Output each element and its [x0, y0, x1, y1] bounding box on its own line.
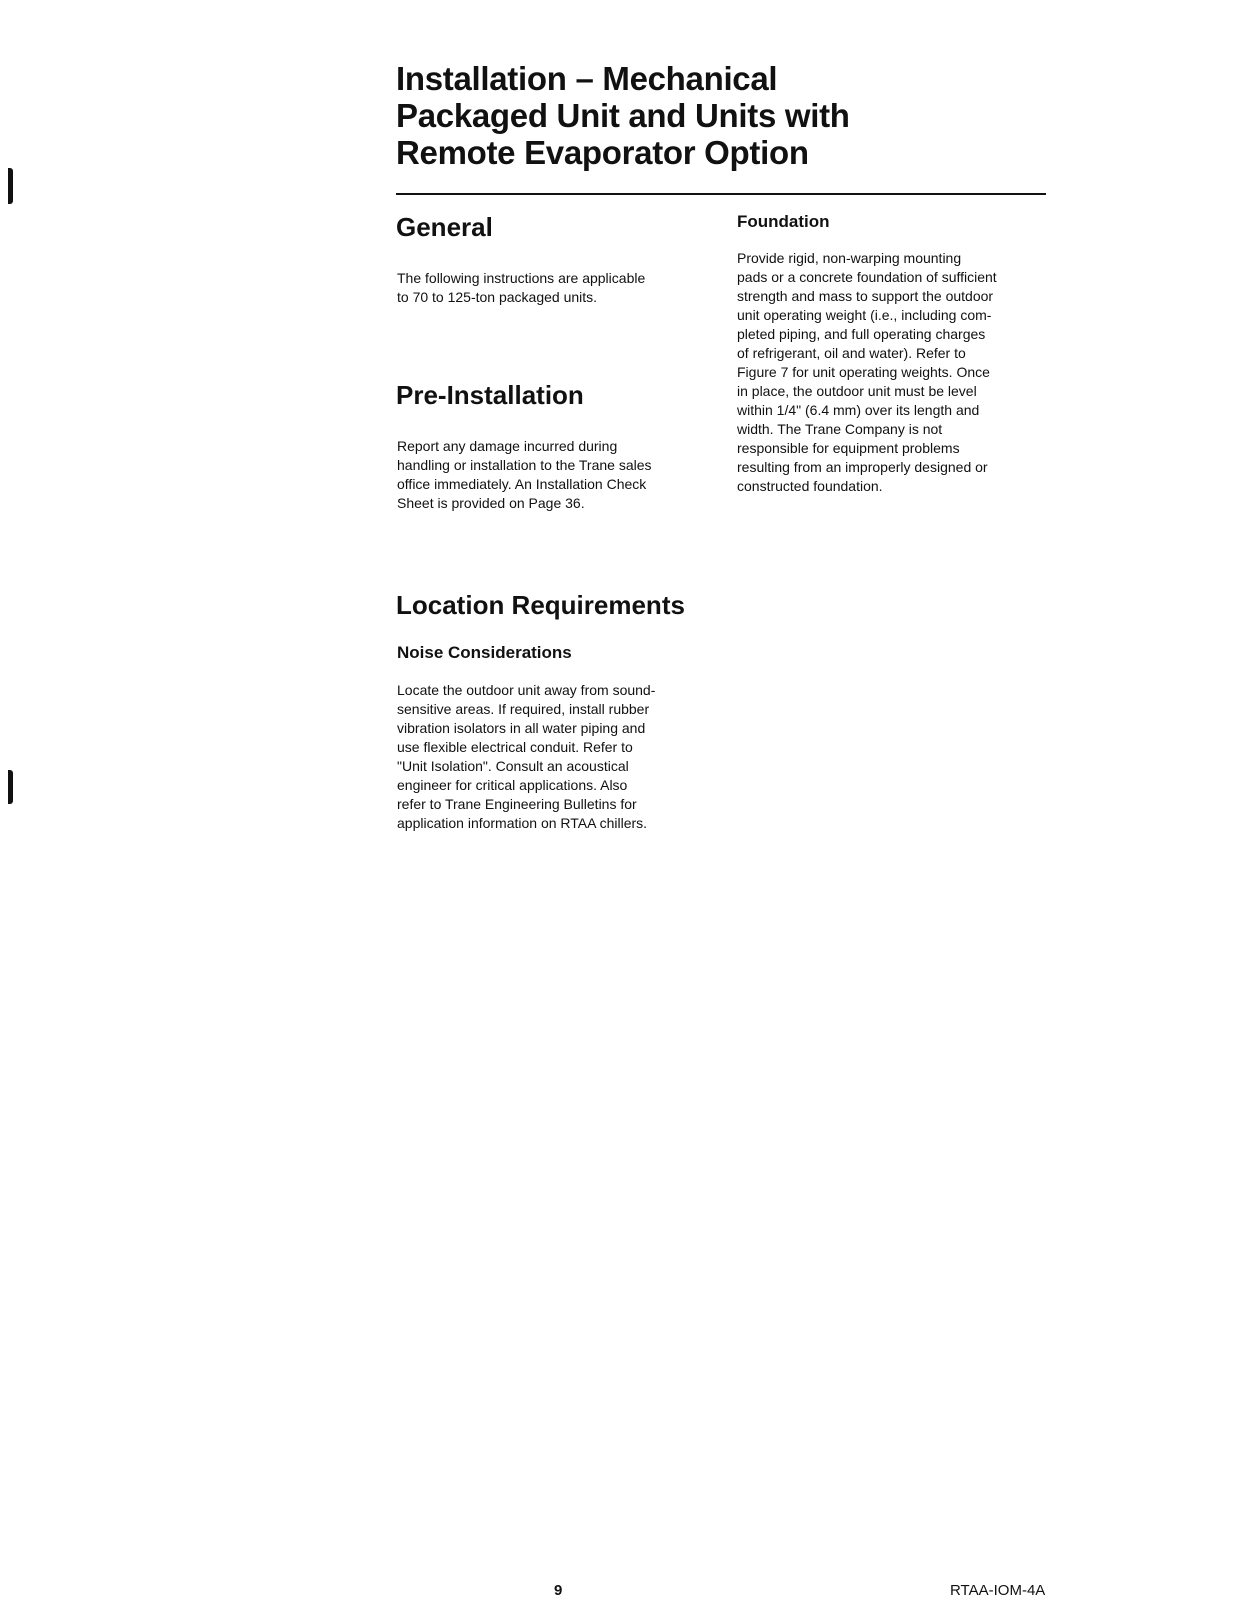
page-title — [396, 60, 1036, 171]
page-number: 9 — [554, 1582, 563, 1599]
foundation-line-2: pads or a concrete foundation of sufficient — [737, 269, 997, 285]
location-requirements-heading: Location Requirements — [396, 590, 685, 620]
foundation-line-7: Figure 7 for unit operating weights. Once — [737, 364, 990, 380]
noise-line-7: refer to Trane Engineering Bulletins for — [397, 796, 637, 812]
foundation-line-11: responsible for equipment problems — [737, 440, 960, 456]
noise-line-2: sensitive areas. If required, install rubber — [397, 701, 650, 717]
general-line-2: to 70 to 125-ton packaged units. — [397, 289, 598, 305]
foundation-line-8: in place, the outdoor unit must be level — [737, 383, 977, 399]
noise-line-5: "Unit Isolation". Consult an acoustical — [397, 758, 629, 774]
page-title-line-1: Installation – Mechanical — [396, 60, 778, 97]
page-title-line-2: Packaged Unit and Units with — [396, 97, 850, 134]
foundation-line-6: of refrigerant, oil and water). Refer to — [737, 345, 966, 361]
foundation-line-4: unit operating weight (i.e., including com- — [737, 307, 992, 323]
page-title-line-3: Remote Evaporator Option — [396, 134, 809, 171]
foundation-line-5: pleted piping, and full operating charges — [737, 326, 986, 342]
noise-line-8: application information on RTAA chillers. — [397, 815, 648, 831]
general-line-1: The following instructions are applicable — [397, 270, 646, 286]
foundation-paragraph — [737, 249, 997, 496]
pre-installation-paragraph — [397, 437, 652, 513]
noise-line-4: use flexible electrical conduit. Refer to — [397, 739, 633, 755]
pre-installation-line-3: office immediately. An Installation Check — [397, 476, 647, 492]
pre-installation-line-4: Sheet is provided on Page 36. — [397, 495, 585, 511]
noise-considerations-heading: Noise Considerations — [397, 643, 572, 662]
noise-line-3: vibration isolators in all water piping and — [397, 720, 646, 736]
pre-installation-line-1: Report any damage incurred during — [397, 438, 618, 454]
general-paragraph — [397, 269, 645, 307]
margin-mark-top — [8, 168, 13, 204]
foundation-line-10: width. The Trane Company is not — [737, 421, 943, 437]
noise-line-6: engineer for critical applications. Also — [397, 777, 628, 793]
document-code: RTAA-IOM-4A — [950, 1582, 1046, 1599]
title-rule — [396, 193, 1046, 195]
noise-considerations-paragraph — [397, 681, 655, 833]
foundation-heading: Foundation — [737, 212, 830, 231]
pre-installation-heading: Pre-Installation — [396, 380, 584, 410]
foundation-line-1: Provide rigid, non-warping mounting — [737, 250, 962, 266]
foundation-line-9: within 1/4" (6.4 mm) over its length and — [737, 402, 980, 418]
foundation-line-13: constructed foundation. — [737, 478, 883, 494]
margin-mark-bottom — [8, 770, 13, 804]
general-heading: General — [396, 212, 493, 242]
foundation-line-3: strength and mass to support the outdoor — [737, 288, 994, 304]
noise-line-1: Locate the outdoor unit away from sound- — [397, 682, 656, 698]
pre-installation-line-2: handling or installation to the Trane sales — [397, 457, 652, 473]
foundation-line-12: resulting from an improperly designed or — [737, 459, 988, 475]
